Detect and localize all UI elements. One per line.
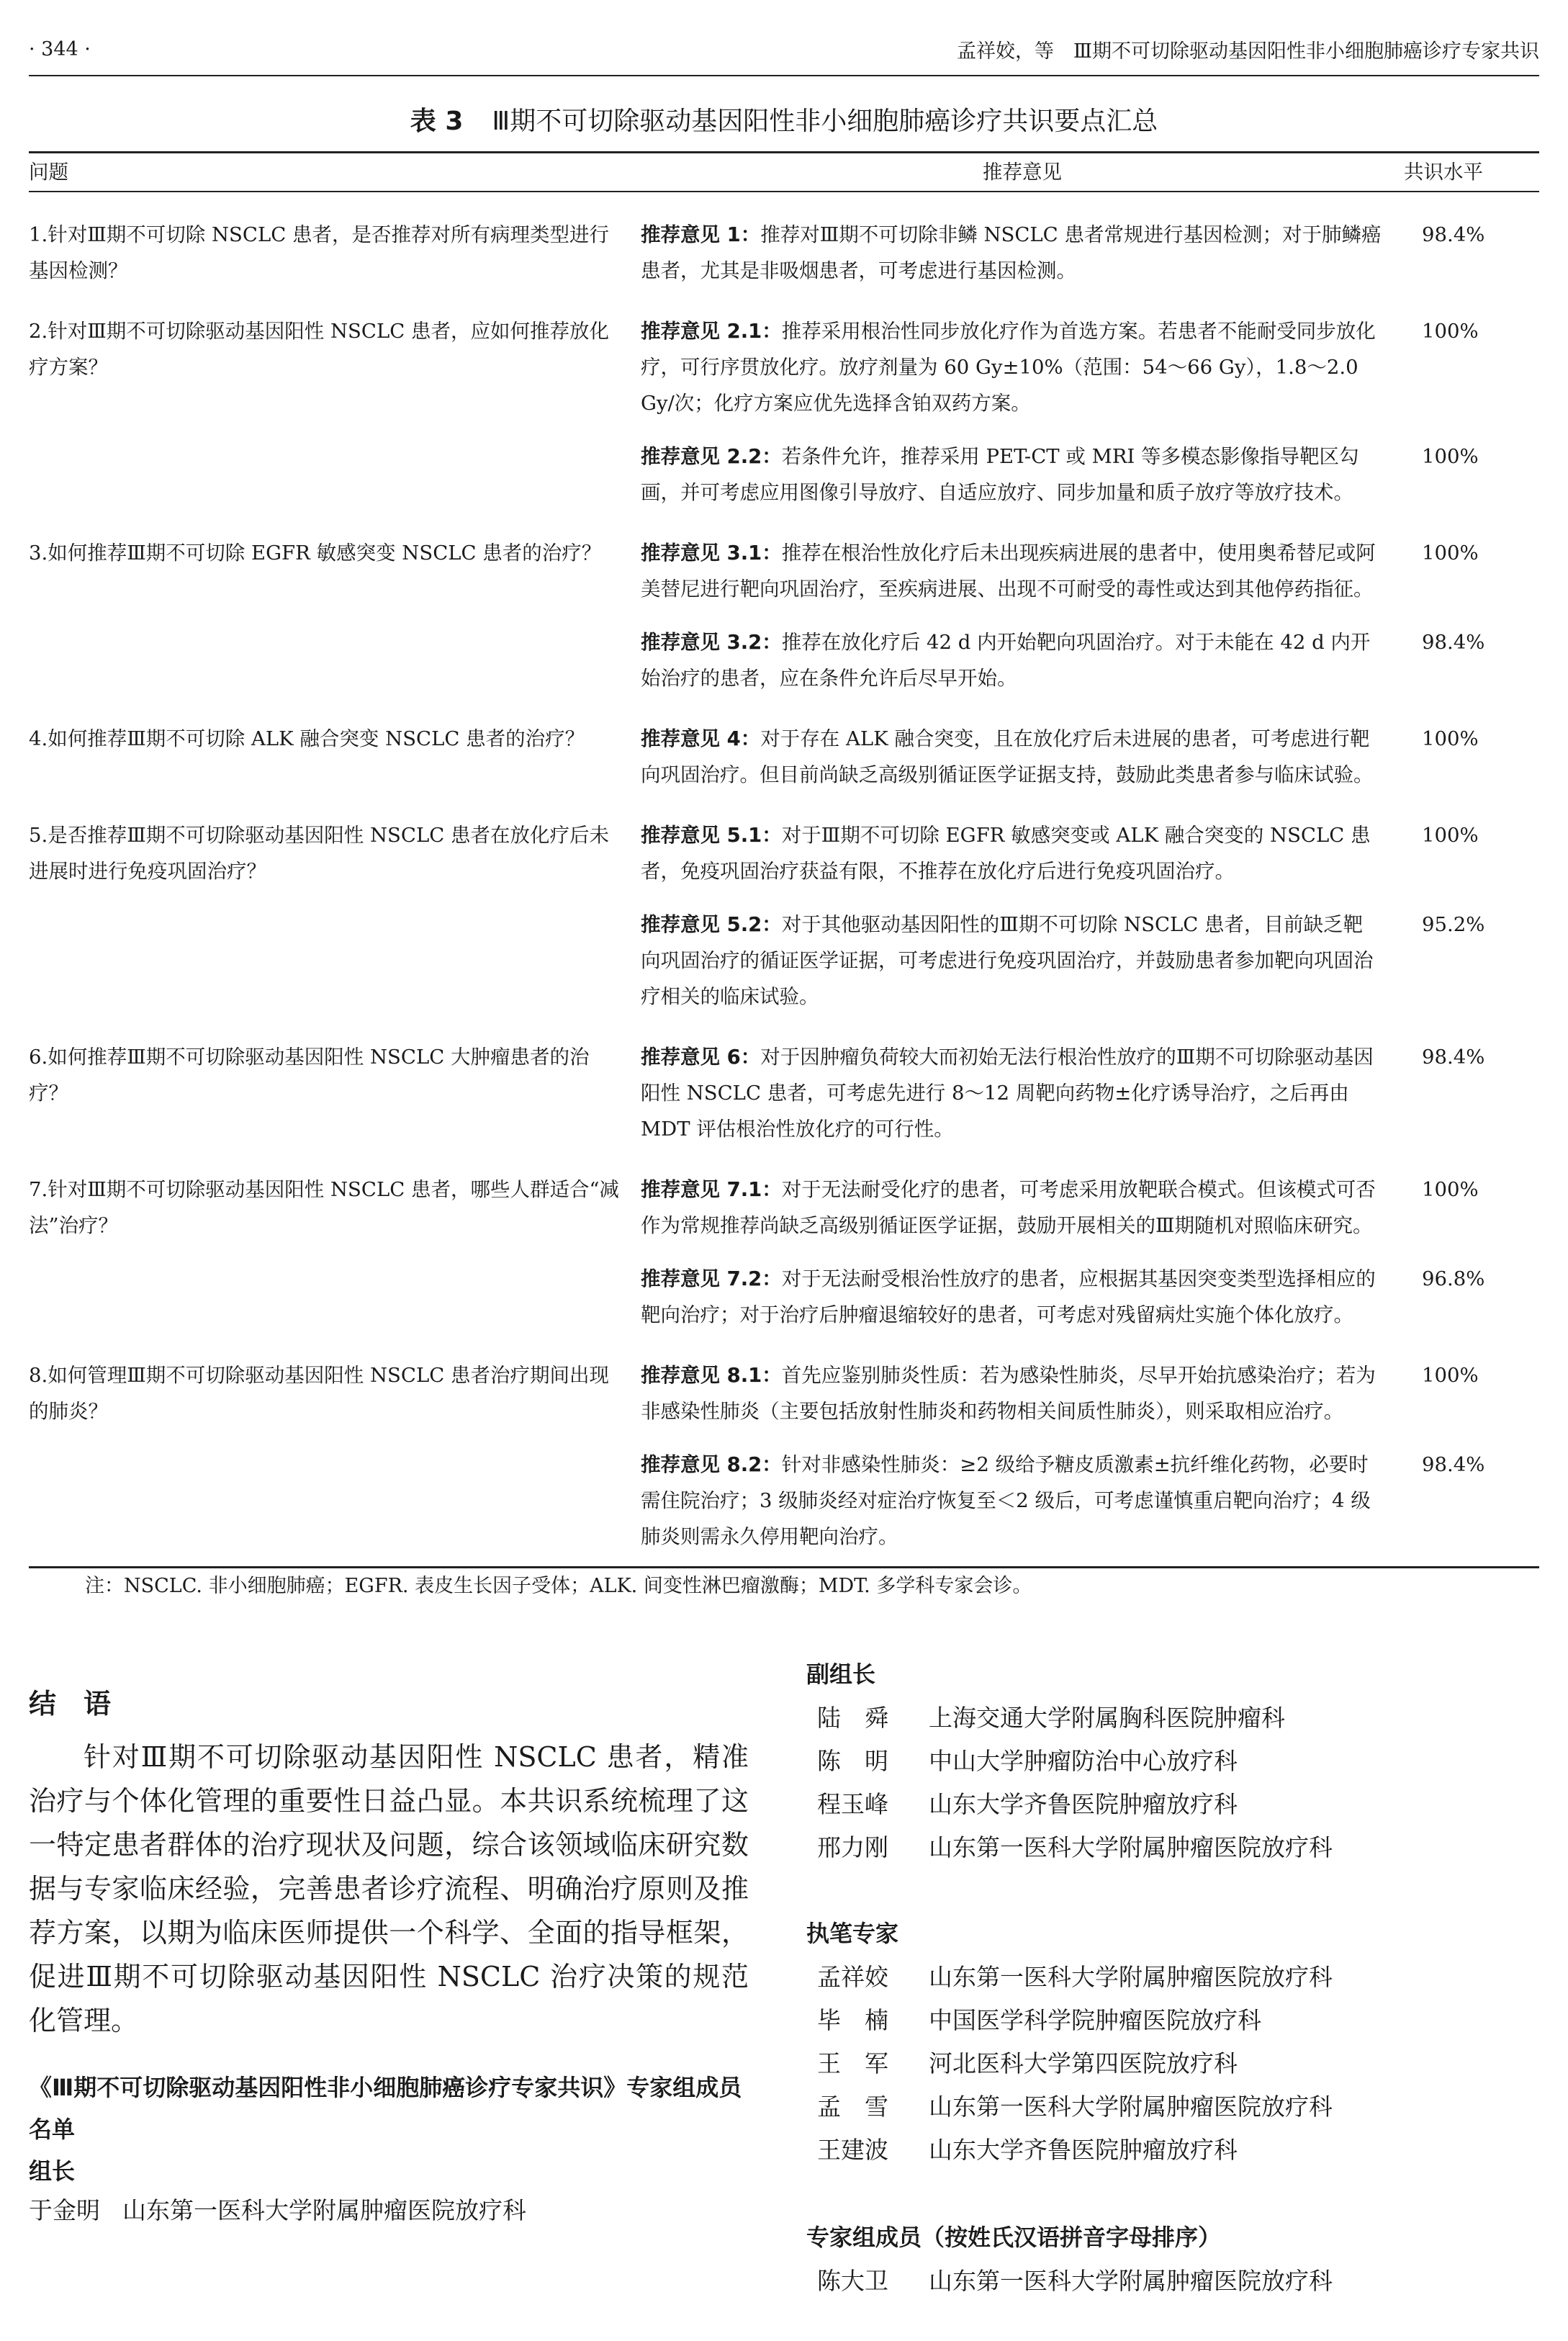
member-row <box>817 1697 1333 1740</box>
recommendation-text: 对于无法耐受化疗的患者，可考虑采用放靶联合模式。但该模式可否作为常规推荐尚缺乏高级别循证医学证据，鼓励开展相关的Ⅲ期随机对照临床研究。 <box>641 1178 1376 1237</box>
writers-heading: 执笔专家 <box>806 1920 899 1947</box>
table-row <box>29 289 1539 421</box>
recommendation-cell <box>641 696 1404 793</box>
leader-heading: 组长 <box>29 2157 76 2185</box>
table-label: 表 3 <box>410 107 464 136</box>
recommendation-text: 对于无法耐受根治性放疗的患者，应根据其基因突变类型选择相应的靶向治疗；对于治疗后肿瘤退缩较好的患者，可考虑对残留病灶实施个体化放疗。 <box>641 1267 1376 1326</box>
member-row <box>817 2129 1333 2172</box>
consensus-level-cell: 98.4% <box>1422 1046 1485 1069</box>
recommendation-label: 推荐意见 1： <box>641 223 761 246</box>
vice-heading: 副组长 <box>806 1661 876 1688</box>
experts-heading: 专家组成员（按姓氏汉语拼音字母排序） <box>806 2224 1222 2251</box>
question-cell <box>29 1429 641 1568</box>
consensus-level-cell: 98.4% <box>1422 223 1485 246</box>
recommendation-text: 推荐在根治性放化疗后未出现疾病进展的患者中，使用奥希替尼或阿美替尼进行靶向巩固治疗，至疾病进展、出现不可耐受的毒性或达到其他停药指征。 <box>641 542 1376 601</box>
table-row <box>29 511 1539 607</box>
recommendation-label: 推荐意见 2.2： <box>641 445 782 468</box>
page-number: · 344 · <box>29 37 91 60</box>
recommendation-label: 推荐意见 3.2： <box>641 631 782 654</box>
consensus-level-cell: 100% <box>1422 1178 1479 1201</box>
recommendation-text: 对于因肿瘤负荷较大而初始无法行根治性放疗的Ⅲ期不可切除驱动基因阳性 NSCLC 患者，可考虑先进行 8～12 周靶向药物±化疗诱导治疗，之后再由 MDT 评估根治性放化疗的可行性。 <box>641 1046 1374 1141</box>
recommendation-cell <box>641 1244 1404 1333</box>
consensus-level-cell: 98.4% <box>1404 1429 1539 1568</box>
member-org: 中山大学肿瘤防治中心放疗科 <box>929 1747 1238 1775</box>
question-cell <box>29 607 641 696</box>
recommendation-text: 对于Ⅲ期不可切除 EGFR 敏感突变或 ALK 融合突变的 NSCLC 患者，免疫巩固治疗获益有限，不推荐在放化疗后进行免疫巩固治疗。 <box>641 824 1371 883</box>
member-name: 于金明 <box>29 2196 100 2224</box>
vice-list <box>817 1697 1333 1869</box>
table-row <box>29 1429 1539 1568</box>
recommendation-cell <box>641 793 1404 889</box>
table-note: 注：NSCLC. 非小细胞肺癌；EGFR. 表皮生长因子受体；ALK. 间变性淋巴瘤激酶；MDT. 多学科专家会诊。 <box>85 1575 1032 1597</box>
question-cell: 6.如何推荐Ⅲ期不可切除驱动基因阳性 NSCLC 大肿瘤患者的治疗？ <box>29 1046 590 1105</box>
experts-list <box>817 2260 1333 2303</box>
leader-list <box>29 2189 526 2232</box>
member-org: 山东大学齐鲁医院肿瘤放疗科 <box>929 2136 1238 2164</box>
table-row <box>29 793 1539 889</box>
recommendation-text: 针对非感染性肺炎：≥2 级给予糖皮质激素±抗纤维化药物，必要时需住院治疗；3 级肺炎经对症治疗恢复至＜2 级后，可考虑谨慎重启靶向治疗；4 级肺炎则需永久停用靶向治疗。 <box>641 1453 1371 1548</box>
consensus-level-cell: 100% <box>1422 727 1479 750</box>
member-org: 山东大学齐鲁医院肿瘤放疗科 <box>929 1790 1238 1818</box>
recommendation-text: 推荐对Ⅲ期不可切除非鳞 NSCLC 患者常规进行基因检测；对于肺鳞癌患者，尤其是非吸烟患者，可考虑进行基因检测。 <box>641 223 1382 282</box>
consensus-level-cell: 96.8% <box>1422 1267 1485 1290</box>
table-header-row <box>29 153 1539 192</box>
consensus-table <box>29 151 1539 1568</box>
recommendation-label: 推荐意见 3.1： <box>641 542 782 565</box>
recommendation-cell <box>641 607 1404 696</box>
member-list-title: 《Ⅲ期不可切除驱动基因阳性非小细胞肺癌诊疗专家共识》专家组成员名单 <box>29 2074 742 2143</box>
member-name: 陈大卫 <box>817 2267 888 2295</box>
consensus-level-cell: 95.2% <box>1422 913 1485 936</box>
recommendation-text: 对于存在 ALK 融合突变，且在放化疗后未进展的患者，可考虑进行靶向巩固治疗。但目前尚缺乏高级别循证医学证据支持，鼓励此类患者参与临床试验。 <box>641 727 1374 786</box>
member-row <box>817 1956 1333 1999</box>
header-rule <box>29 75 1539 76</box>
member-name: 陆 舜 <box>817 1704 888 1732</box>
recommendation-label: 推荐意见 4： <box>641 727 761 750</box>
recommendation-label: 推荐意见 7.1： <box>641 1178 782 1201</box>
consensus-level-cell: 100% <box>1422 542 1479 565</box>
column-header-question: 问题 <box>29 153 641 192</box>
member-name: 陈 明 <box>817 1747 888 1775</box>
recommendation-label: 推荐意见 5.1： <box>641 824 782 847</box>
member-row <box>817 1826 1333 1869</box>
recommendation-label: 推荐意见 5.2： <box>641 913 782 936</box>
recommendation-cell <box>641 511 1404 607</box>
member-row <box>817 2260 1333 2303</box>
question-cell: 2.针对Ⅲ期不可切除驱动基因阳性 NSCLC 患者，应如何推荐放化疗方案？ <box>29 320 609 379</box>
table-row <box>29 192 1539 289</box>
question-cell: 4.如何推荐Ⅲ期不可切除 ALK 融合突变 NSCLC 患者的治疗？ <box>29 727 585 750</box>
member-org: 山东第一医科大学附属肿瘤医院放疗科 <box>122 2196 526 2224</box>
consensus-level-cell: 100% <box>1422 824 1479 847</box>
question-cell: 1.针对Ⅲ期不可切除 NSCLC 患者，是否推荐对所有病理类型进行基因检测？ <box>29 223 609 282</box>
page-header <box>29 27 1539 71</box>
conclusion-text: 针对Ⅲ期不可切除驱动基因阳性 NSCLC 患者，精准治疗与个体化管理的重要性日益凸显。本共识系统梳理了这一特定患者群体的治疗现状及问题，综合该领域临床研究数据与专家临床经验，完善患者诊疗流程、明确治疗原则及推荐方案，以期为临床医师提供一个科学、全面的指导框架，促进Ⅲ期不可切除驱动基因阳性 NSCLC 治疗决策的规范化管理。 <box>29 1741 749 2036</box>
recommendation-cell <box>641 289 1404 421</box>
member-name: 王 军 <box>817 2049 888 2077</box>
table-title: Ⅲ期不可切除驱动基因阳性非小细胞肺癌诊疗共识要点汇总 <box>492 107 1158 136</box>
recommendation-label: 推荐意见 8.2： <box>641 1453 782 1476</box>
member-row <box>817 1783 1333 1826</box>
table-row <box>29 1147 1539 1244</box>
recommendation-cell <box>641 1015 1404 1147</box>
recommendation-cell <box>641 889 1404 1015</box>
recommendation-text: 推荐采用根治性同步放化疗作为首选方案。若患者不能耐受同步放化疗，可行序贯放化疗。放疗剂量为 60 Gy±10%（范围：54～66 Gy），1.8～2.0 Gy/次；化疗方案应优先选择含铂双药方案。 <box>641 320 1376 415</box>
member-name: 孟 雪 <box>817 2093 888 2121</box>
question-cell <box>29 421 641 511</box>
member-org: 山东第一医科大学附属肿瘤医院放疗科 <box>929 1833 1333 1861</box>
member-org: 山东第一医科大学附属肿瘤医院放疗科 <box>929 2267 1333 2295</box>
consensus-level-cell: 98.4% <box>1422 631 1485 654</box>
consensus-level-cell: 100% <box>1422 445 1479 468</box>
recommendation-label: 推荐意见 2.1： <box>641 320 782 343</box>
member-name: 邢力刚 <box>817 1833 888 1861</box>
table-row <box>29 696 1539 793</box>
table-row <box>29 607 1539 696</box>
member-org: 上海交通大学附属胸科医院肿瘤科 <box>929 1704 1285 1732</box>
recommendation-cell <box>641 421 1404 511</box>
member-row <box>817 1740 1333 1783</box>
table-row <box>29 421 1539 511</box>
writers-list <box>817 1956 1333 2172</box>
table-row <box>29 1333 1539 1429</box>
member-row <box>29 2189 526 2232</box>
member-row <box>817 1999 1333 2042</box>
table-row <box>29 1015 1539 1147</box>
question-cell <box>29 1244 641 1333</box>
recommendation-text: 首先应鉴别肺炎性质：若为感染性肺炎，尽早开始抗感染治疗；若为非感染性肺炎（主要包括放射性肺炎和药物相关间质性肺炎），则采取相应治疗。 <box>641 1364 1376 1423</box>
question-cell: 8.如何管理Ⅲ期不可切除驱动基因阳性 NSCLC 患者治疗期间出现的肺炎？ <box>29 1364 609 1423</box>
recommendation-text: 对于其他驱动基因阳性的Ⅲ期不可切除 NSCLC 患者，目前缺乏靶向巩固治疗的循证医学证据，可考虑进行免疫巩固治疗，并鼓励患者参加靶向巩固治疗相关的临床试验。 <box>641 913 1374 1008</box>
question-cell: 5.是否推荐Ⅲ期不可切除驱动基因阳性 NSCLC 患者在放化疗后未进展时进行免疫巩固治疗？ <box>29 824 609 883</box>
conclusion-heading: 结 语 <box>29 1688 112 1720</box>
table-row <box>29 1244 1539 1333</box>
question-cell: 3.如何推荐Ⅲ期不可切除 EGFR 敏感突变 NSCLC 患者的治疗？ <box>29 542 602 565</box>
question-cell: 7.针对Ⅲ期不可切除驱动基因阳性 NSCLC 患者，哪些人群适合“减法”治疗？ <box>29 1178 620 1237</box>
recommendation-label: 推荐意见 8.1： <box>641 1364 782 1387</box>
recommendation-cell <box>641 1333 1404 1429</box>
question-cell <box>29 889 641 1015</box>
recommendation-cell <box>641 1429 1404 1568</box>
member-org: 中国医学科学院肿瘤医院放疗科 <box>929 2006 1261 2034</box>
member-org: 山东第一医科大学附属肿瘤医院放疗科 <box>929 1963 1333 1991</box>
table-body <box>29 192 1539 1568</box>
recommendation-cell <box>641 1147 1404 1244</box>
table-row <box>29 889 1539 1015</box>
recommendation-text: 若条件允许，推荐采用 PET-CT 或 MRI 等多模态影像指导靶区勾画，并可考虑应用图像引导放疗、自适应放疗、同步加量和质子放疗等放疗技术。 <box>641 445 1359 504</box>
recommendation-label: 推荐意见 7.2： <box>641 1267 782 1290</box>
column-header-consensus-level: 共识水平 <box>1404 153 1539 192</box>
consensus-level-cell: 100% <box>1422 320 1479 343</box>
member-org: 山东第一医科大学附属肿瘤医院放疗科 <box>929 2093 1333 2121</box>
member-name: 孟祥姣 <box>817 1963 888 1991</box>
recommendation-label: 推荐意见 6： <box>641 1046 761 1069</box>
recommendation-cell <box>641 192 1404 289</box>
member-row <box>817 2042 1333 2085</box>
member-name: 毕 楠 <box>817 2006 888 2034</box>
consensus-level-cell: 100% <box>1422 1364 1479 1387</box>
member-name: 程玉峰 <box>817 1790 888 1818</box>
running-title: 孟祥姣，等 Ⅲ期不可切除驱动基因阳性非小细胞肺癌诊疗专家共识 <box>956 40 1539 63</box>
column-header-recommendation: 推荐意见 <box>641 153 1404 192</box>
member-row <box>817 2085 1333 2129</box>
recommendation-text: 推荐在放化疗后 42 d 内开始靶向巩固治疗。对于未能在 42 d 内开始治疗的患者，应在条件允许后尽早开始。 <box>641 631 1371 690</box>
member-name: 王建波 <box>817 2136 888 2164</box>
table-caption <box>0 101 1568 138</box>
member-org: 河北医科大学第四医院放疗科 <box>929 2049 1238 2077</box>
